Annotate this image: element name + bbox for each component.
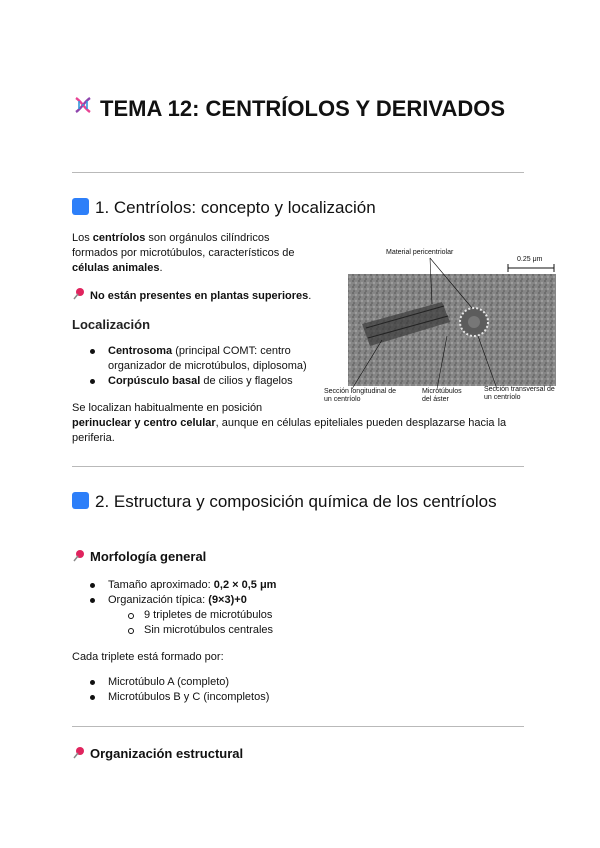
list-item bbox=[72, 593, 512, 608]
localizacion-heading: Localización bbox=[72, 317, 151, 332]
page-title-text: TEMA 12: CENTRÍOLOS Y DERIVADOS bbox=[100, 96, 506, 121]
item-text: (principal COMT: centro organizador de microtúbulos, diplosoma) bbox=[108, 345, 307, 372]
pushpin-icon bbox=[72, 549, 86, 563]
localizacion-list bbox=[72, 344, 322, 389]
org-label: Organización típica: bbox=[108, 594, 209, 606]
loc-bold: perinuclear y centro celular bbox=[72, 417, 216, 429]
size-label: Tamaño aproximado: bbox=[108, 579, 214, 591]
intro-bold-celulas: células animales bbox=[72, 262, 160, 274]
intro-text-1: Los bbox=[72, 232, 93, 244]
list-item: Microtúbulos B y C (incompletos) bbox=[72, 690, 512, 705]
intro-bold-centriolos: centríolos bbox=[92, 232, 146, 244]
section-2-heading-text: 2. Estructura y composición química de los centríolos bbox=[95, 492, 497, 511]
note-end: . bbox=[308, 290, 312, 302]
pushpin-icon bbox=[72, 746, 86, 760]
centriole-micrograph-figure bbox=[322, 244, 558, 404]
triplete-list bbox=[72, 675, 512, 705]
micrograph-image bbox=[322, 244, 558, 404]
divider bbox=[72, 172, 524, 173]
label-pericentriolar: Material pericentriolar bbox=[386, 249, 454, 256]
localizacion-paragraph bbox=[72, 401, 522, 446]
label-transversal: Sección transversal de un centríolo bbox=[484, 386, 555, 401]
morfologia-heading bbox=[72, 548, 206, 566]
blue-square-icon bbox=[72, 198, 89, 215]
loc-text-1: Se localizan habitualmente en posición bbox=[72, 402, 263, 414]
list-item: Microtúbulo A (completo) bbox=[72, 675, 512, 690]
section-1-heading bbox=[72, 196, 376, 220]
item-text: de cilios y flagelos bbox=[200, 375, 293, 387]
list-item: 9 tripletes de microtúbulos bbox=[72, 608, 512, 623]
morfologia-heading-text: Morfología general bbox=[90, 549, 207, 564]
note-plants bbox=[72, 287, 322, 304]
intro-paragraph bbox=[72, 231, 312, 276]
section-2-heading bbox=[72, 490, 512, 513]
organizacion-heading-text: Organización estructural bbox=[90, 746, 244, 761]
morfologia-sublist bbox=[72, 608, 512, 638]
loc-text-2: , aunque en células epiteliales pueden desplazarse hacia la periferia. bbox=[72, 417, 507, 444]
note-text: No están presentes en plantas superiores bbox=[90, 290, 309, 302]
page-title bbox=[72, 94, 532, 124]
divider bbox=[72, 466, 524, 467]
divider bbox=[72, 726, 524, 727]
triplete-intro: Cada triplete está formado por: bbox=[72, 651, 224, 663]
morfologia-list bbox=[72, 578, 512, 608]
label-longitudinal: Sección longitudinal de un centríolo bbox=[324, 388, 396, 403]
organizacion-heading bbox=[72, 745, 243, 763]
intro-text-end: . bbox=[159, 262, 163, 274]
label-aster: Microtúbulos del áster bbox=[422, 388, 462, 403]
item-bold: Corpúsculo basal bbox=[108, 375, 201, 387]
label-scale: 0.25 μm bbox=[517, 256, 543, 263]
list-item bbox=[72, 374, 322, 389]
section-1-heading-text: 1. Centríolos: concepto y localización bbox=[95, 198, 376, 217]
intro-text-2: son orgánulos cilíndricos formados por microtúbulos, característicos de bbox=[72, 232, 295, 259]
list-item bbox=[72, 578, 512, 593]
dna-icon bbox=[72, 94, 94, 124]
org-value: (9×3)+0 bbox=[208, 594, 247, 606]
pushpin-icon bbox=[72, 287, 86, 301]
blue-square-icon bbox=[72, 492, 89, 509]
size-value: 0,2 × 0,5 μm bbox=[213, 579, 277, 591]
list-item: Sin microtúbulos centrales bbox=[72, 623, 512, 638]
list-item bbox=[72, 344, 322, 374]
item-bold: Centrosoma bbox=[108, 345, 173, 357]
